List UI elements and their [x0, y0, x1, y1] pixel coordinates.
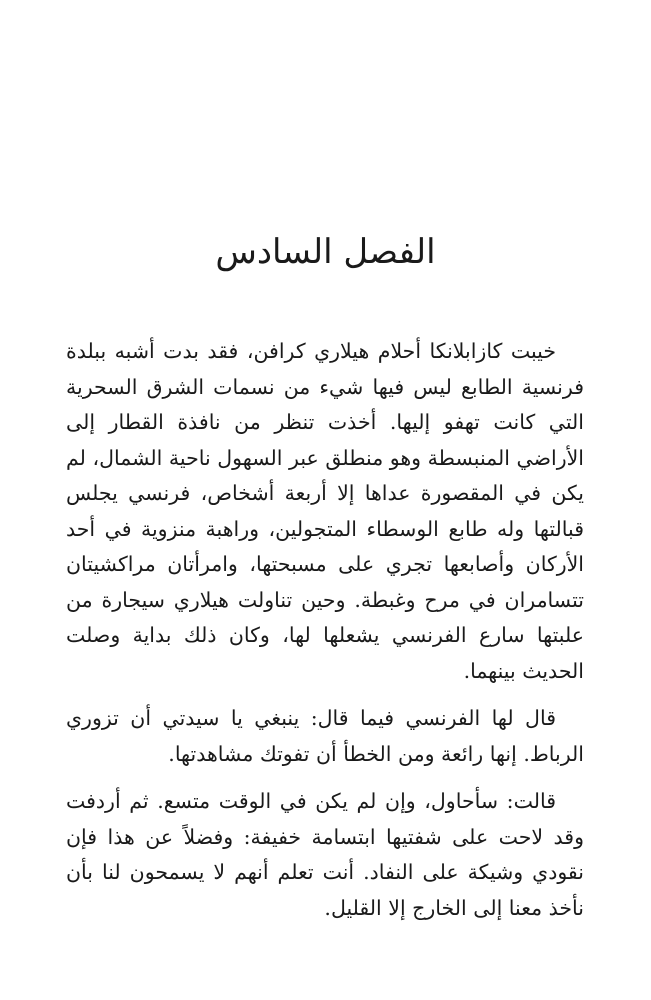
chapter-title: الفصل السادس — [215, 232, 436, 272]
paragraph: خيبت كازابلانكا أحلام هيلاري كرافن، فقد بدت أشبه ببلدة فرنسية الطابع ليس فيها شيء من نسمات الشرق السحرية التي كانت تهفو إليها. أخذت تنظر من نافذة القطار إلى الأراضي المنبسطة وهو منطلق عبر السهول ناحية الشمال، لم يكن في المقصورة عداها إلا أربعة أشخاص، فرنسي يجلس قبالتها وله طابع الوسطاء المتجولين، وراهبة منزوية في أحد الأركان وأصابعها تجري على مسبحتها، وامرأتان مراكشيتان تتسامران في مرح وغبطة. وحين تناولت هيلاري سيجارة من علبتها سارع الفرنسي يشعلها لها، وكان ذلك بداية وصلت الحديث بينهما. — [66, 339, 584, 683]
paragraph: قالت: سأحاول، وإن لم يكن في الوقت متسع. ثم أردفت وقد لاحت على شفتيها ابتسامة خفيفة: وفضلاً عن هذا فإن نقودي وشيكة على النفاد. أنت تعلم أنهم لا يسمحون لنا بأن نأخذ معنا إلى الخارج إلا القليل. — [66, 789, 584, 920]
paragraph: قال لها الفرنسي فيما قال: ينبغي يا سيدتي أن تزوري الرباط. إنها رائعة ومن الخطأ أن تفوتك مشاهدتها. — [66, 706, 584, 766]
chapter-body — [66, 334, 584, 938]
